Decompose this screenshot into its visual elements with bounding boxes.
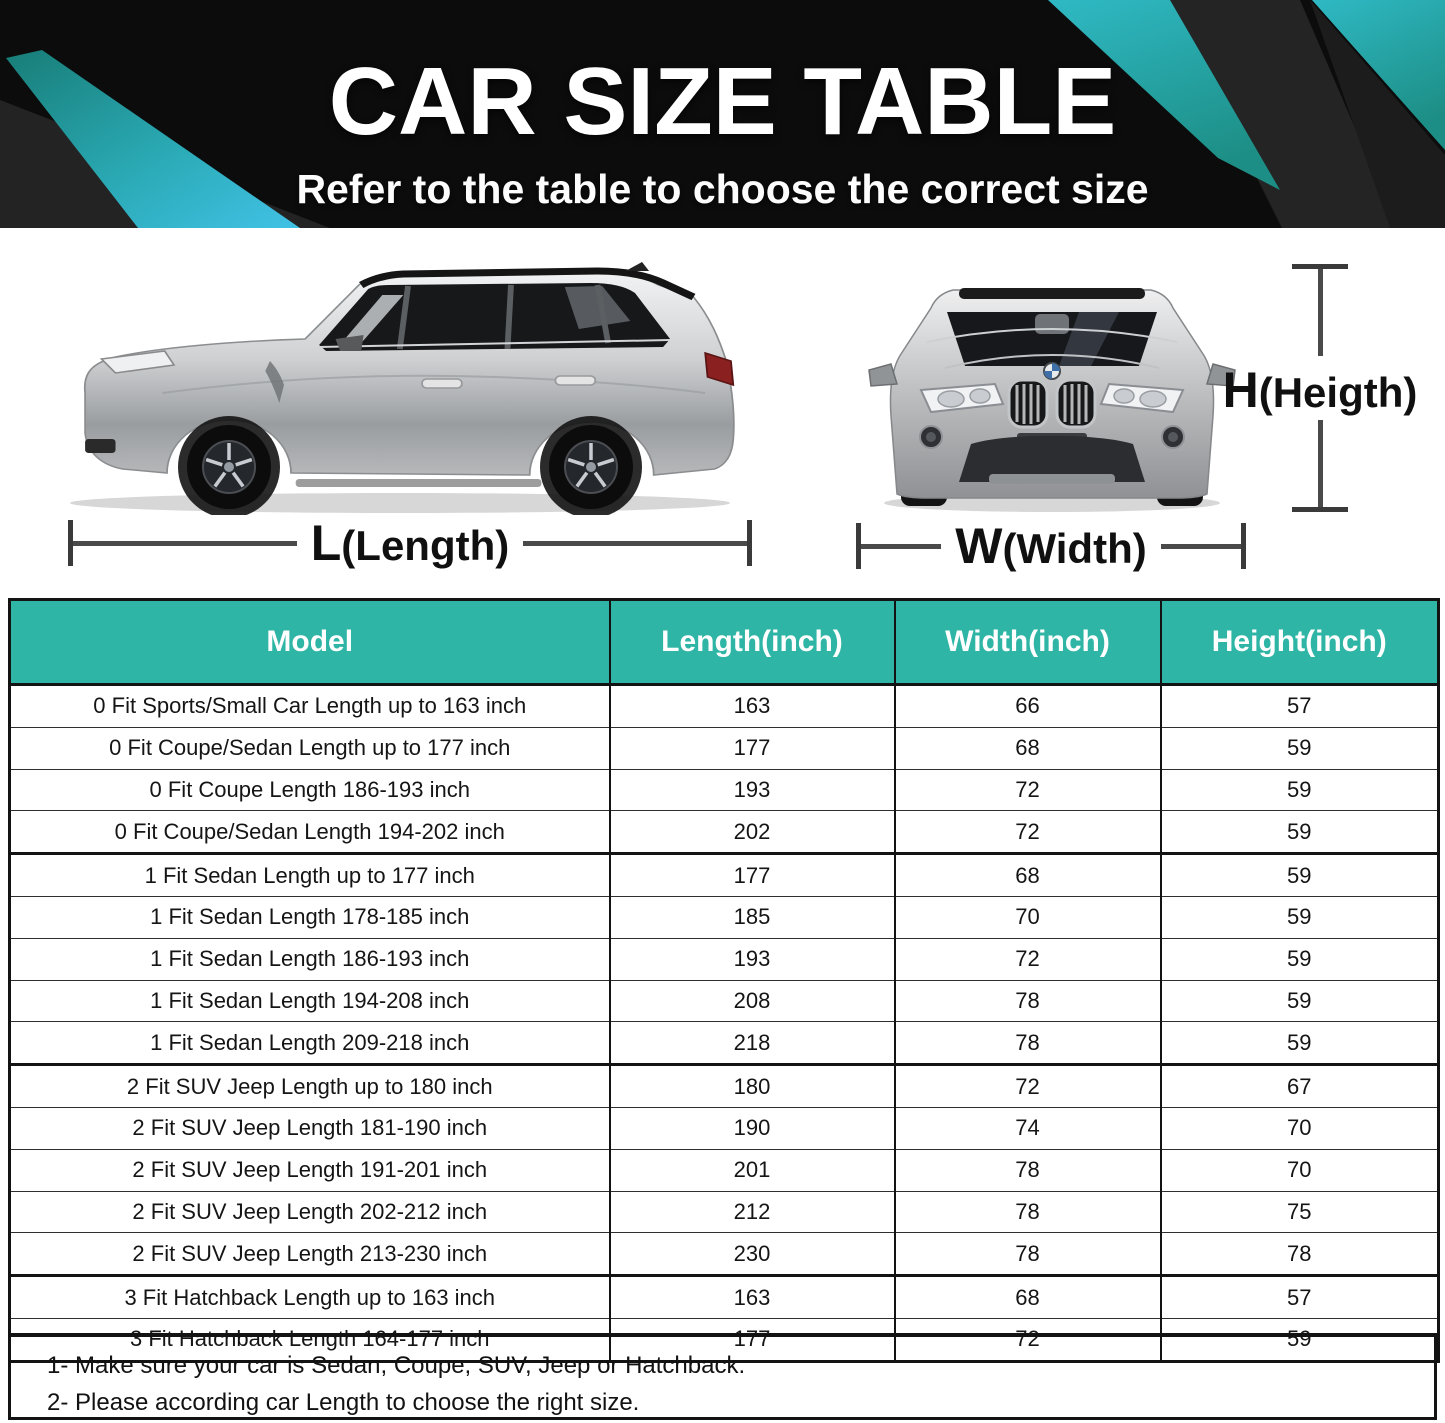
column-header-1: Length(inch)	[610, 600, 895, 685]
value-cell: 185	[610, 896, 895, 938]
dimension-line	[1318, 269, 1323, 356]
value-cell: 190	[610, 1107, 895, 1149]
dimension-line	[73, 541, 297, 546]
value-cell: 177	[610, 854, 895, 897]
dimension-line	[861, 544, 941, 549]
left-side-mirror	[869, 364, 897, 386]
column-header-0: Model	[10, 600, 610, 685]
dimension-cap	[1292, 507, 1348, 512]
dimension-cap	[747, 520, 752, 566]
value-cell: 70	[1161, 1149, 1439, 1191]
table-row	[10, 938, 1439, 980]
model-cell: 1 Fit Sedan Length 194-208 inch	[10, 980, 610, 1022]
value-cell: 212	[610, 1191, 895, 1233]
model-cell: 0 Fit Coupe Length 186-193 inch	[10, 769, 610, 811]
value-cell: 59	[1161, 896, 1439, 938]
note-1: 1- Make sure your car is Sedan, Coupe, SUV, Jeep or Hatchback.	[47, 1352, 746, 1379]
value-cell: 59	[1161, 1022, 1439, 1065]
value-cell: 72	[895, 1318, 1161, 1361]
car-body-front	[869, 288, 1235, 498]
value-cell: 72	[895, 1065, 1161, 1108]
width-label: W(Width)	[955, 518, 1147, 574]
value-cell: 230	[610, 1233, 895, 1276]
table-row	[10, 980, 1439, 1022]
rear-wheel	[540, 416, 642, 515]
model-cell: 2 Fit SUV Jeep Length up to 180 inch	[10, 1065, 610, 1108]
page-title: CAR SIZE TABLE	[328, 48, 1117, 155]
value-cell: 163	[610, 685, 895, 728]
value-cell: 59	[1161, 811, 1439, 854]
value-cell: 78	[895, 1149, 1161, 1191]
table-row	[10, 1149, 1439, 1191]
height-label: H(Heigth)	[1222, 362, 1418, 418]
value-cell: 59	[1161, 938, 1439, 980]
table-row	[10, 727, 1439, 769]
value-cell: 78	[895, 1022, 1161, 1065]
banner	[0, 0, 1445, 228]
table-row	[10, 1233, 1439, 1276]
car-body-side	[85, 262, 734, 515]
model-cell: 1 Fit Sedan Length 186-193 inch	[10, 938, 610, 980]
value-cell: 163	[610, 1276, 895, 1319]
value-cell: 70	[895, 896, 1161, 938]
header-row	[10, 600, 1439, 685]
size-table-header	[10, 600, 1439, 685]
model-cell: 2 Fit SUV Jeep Length 202-212 inch	[10, 1191, 610, 1233]
value-cell: 177	[610, 727, 895, 769]
value-cell: 72	[895, 938, 1161, 980]
table-row	[10, 896, 1439, 938]
value-cell: 193	[610, 938, 895, 980]
table-row	[10, 1276, 1439, 1319]
table-row	[10, 1107, 1439, 1149]
value-cell: 78	[1161, 1233, 1439, 1276]
model-cell: 2 Fit SUV Jeep Length 213-230 inch	[10, 1233, 610, 1276]
dimension-line	[523, 541, 747, 546]
value-cell: 72	[895, 769, 1161, 811]
value-cell: 208	[610, 980, 895, 1022]
front-wheel	[178, 416, 280, 515]
value-cell: 68	[895, 1276, 1161, 1319]
value-cell: 66	[895, 685, 1161, 728]
model-cell: 2 Fit SUV Jeep Length 181-190 inch	[10, 1107, 610, 1149]
column-header-3: Height(inch)	[1161, 600, 1439, 685]
value-cell: 68	[895, 854, 1161, 897]
value-cell: 78	[895, 1191, 1161, 1233]
model-cell: 1 Fit Sedan Length 178-185 inch	[10, 896, 610, 938]
model-cell: 0 Fit Coupe/Sedan Length 194-202 inch	[10, 811, 610, 854]
note-2: 2- Please according car Length to choose the right size.	[47, 1389, 640, 1416]
value-cell: 202	[610, 811, 895, 854]
table-row	[10, 769, 1439, 811]
value-cell: 74	[895, 1107, 1161, 1149]
value-cell: 57	[1161, 1276, 1439, 1319]
width-dimension	[856, 518, 1246, 574]
value-cell: 59	[1161, 854, 1439, 897]
value-cell: 59	[1161, 727, 1439, 769]
value-cell: 201	[610, 1149, 895, 1191]
model-cell: 1 Fit Sedan Length 209-218 inch	[10, 1022, 610, 1065]
value-cell: 75	[1161, 1191, 1439, 1233]
notes	[8, 1333, 1437, 1420]
dimension-line	[1161, 544, 1241, 549]
model-cell: 3 Fit Hatchback Length up to 163 inch	[10, 1276, 610, 1319]
table-row	[10, 685, 1439, 728]
length-label: L(Length)	[310, 515, 510, 571]
value-cell: 70	[1161, 1107, 1439, 1149]
car-side-view-illustration	[50, 243, 752, 515]
rearview-mirror	[1035, 314, 1069, 334]
model-cell: 3 Fit Hatchback Length 164-177 inch	[10, 1318, 610, 1361]
car-front-view-illustration	[862, 246, 1242, 516]
model-cell: 0 Fit Coupe/Sedan Length up to 177 inch	[10, 727, 610, 769]
height-dimension	[1212, 264, 1428, 512]
value-cell: 59	[1161, 980, 1439, 1022]
value-cell: 59	[1161, 769, 1439, 811]
table-row	[10, 1191, 1439, 1233]
value-cell: 180	[610, 1065, 895, 1108]
value-cell: 177	[610, 1318, 895, 1361]
dimension-line	[1318, 420, 1323, 507]
model-cell: 2 Fit SUV Jeep Length 191-201 inch	[10, 1149, 610, 1191]
value-cell: 59	[1161, 1318, 1439, 1361]
value-cell: 72	[895, 811, 1161, 854]
value-cell: 78	[895, 1233, 1161, 1276]
model-cell: 0 Fit Sports/Small Car Length up to 163 inch	[10, 685, 610, 728]
bmw-roundel-icon	[1044, 363, 1060, 379]
model-cell: 1 Fit Sedan Length up to 177 inch	[10, 854, 610, 897]
value-cell: 193	[610, 769, 895, 811]
value-cell: 218	[610, 1022, 895, 1065]
table-row	[10, 1065, 1439, 1108]
value-cell: 57	[1161, 685, 1439, 728]
size-table-body	[10, 685, 1439, 1362]
table-row	[10, 1022, 1439, 1065]
value-cell: 67	[1161, 1065, 1439, 1108]
value-cell: 68	[895, 727, 1161, 769]
size-table	[8, 598, 1440, 1363]
value-cell: 78	[895, 980, 1161, 1022]
table-row	[10, 811, 1439, 854]
column-header-2: Width(inch)	[895, 600, 1161, 685]
table-row	[10, 854, 1439, 897]
page-subtitle: Refer to the table to choose the correct size	[296, 166, 1149, 212]
length-dimension	[68, 515, 752, 571]
dimension-cap	[1241, 523, 1246, 569]
